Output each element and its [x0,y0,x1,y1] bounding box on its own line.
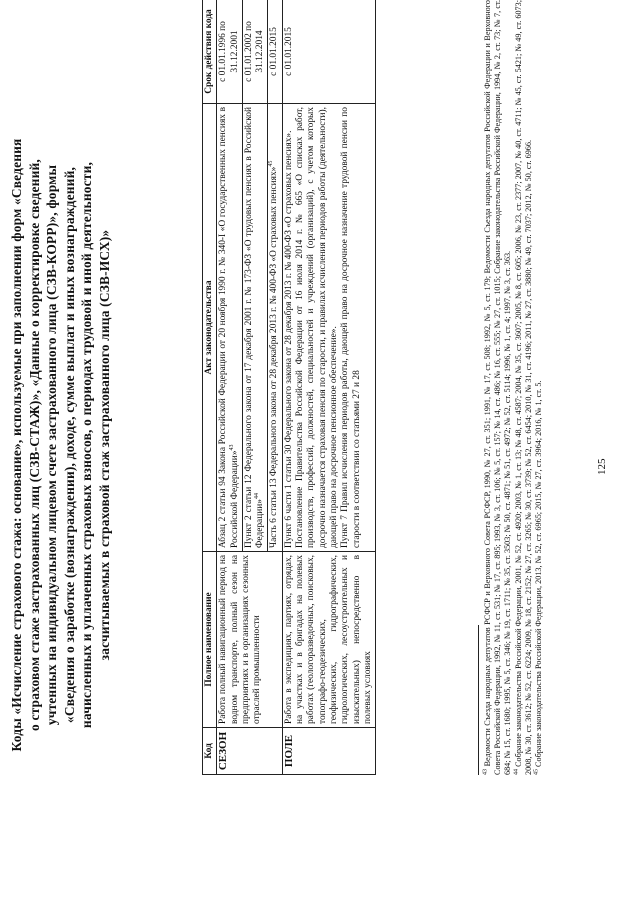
table-header-row [203,0,217,775]
footnotes [478,0,544,775]
act-text: Часть 6 статьи 13 Федерального закона от 28 декабря 2013 г. № 400-ФЗ «О страховых пенсиях» [269,166,280,548]
footnote-ref: 44 [254,493,261,500]
header-act: Акт законодательства [203,104,217,552]
footnote [534,0,544,775]
act-cell [217,104,243,552]
term-cell: с 01.01.2015 [268,0,282,104]
term-cell: с 01.01.2015 [282,0,375,104]
act-text: Абзац 2 статьи 94 Закона Российской Федерации от 20 ноября 1990 г. № 340-I «О государственных пенсиях в Российской Федерации» [218,107,240,548]
footnote-number: 43 [482,769,489,775]
name-cell: Работа полный навигационный период на водном транспорте, полный сезон на предприятиях и в организациях сезонных отраслей промышленности [217,552,282,728]
header-name: Полное наименование [203,552,217,728]
footnote [514,0,534,775]
footnote-divider [478,625,479,775]
act-text: Пункт 2 статьи 12 Федерального закона от 17 декабря 2001 г. № 173-ФЗ «О трудовых пенсиях в Российской Федерации» [243,107,266,548]
footnote-text: Собрание законодательства Российской Федерации, 2013, № 52, ст. 6965; 2015, № 27, ст. 3964; 2016, № 1, ст. 5. [534,380,544,767]
act-cell [282,104,375,552]
act-paragraph: Пункт 6 части 1 статьи 30 Федерального закона от 28 декабря 2013 г. № 400-ФЗ «О страховых пенсиях». [283,130,294,548]
footnote-ref: 45 [268,160,275,167]
title-line: Коды «Исчисление страхового стажа: основание», используемые при заполнении форм «Сведения [9,138,24,752]
header-term: Срок действия кода [203,0,217,104]
footnote-number: 44 [512,769,519,775]
footnote-text: Ведомости Съезда народных депутатов РСФСР и Верховного Совета РСФСР, 1990, № 27, ст. 351; 1991, № 17, ст. 508; 1992, № 5, ст. 179; Ведомости Съезда народных депутатов Российской Федерации и Верховного Совета Российской Федерации, 1992, № 11, ст. 531; № 17, ст. 895; 1993, № 3, ст. 106; № 5, ст. 157; № 14, ст. 486; № 16, ст. 555; № 27, ст. 1015; Собрание законодательства Российской Федерации, 1994, № 2, ст. 73; № 7, ст. 684; № 15, ст. 1680; 1995, № 5, ст. 346; № 19, ст. 1711; № 35, ст. 3503; № 50, ст. 4871; № 51, ст. 4972; № 52, ст. 5114; 1996, № 1, ст. 4; 1997, № 3, ст. 363. [483,0,513,775]
title-line: начисленных и уплаченных страховых взносов, о периодах трудовой и иной деятельности, [79,161,95,729]
title-line: «Сведения о заработке (вознаграждении), доходе, сумме выплат и иных вознаграждений, [61,166,77,724]
act-cell [242,104,268,552]
footnote-ref: 43 [228,444,235,451]
header-code: Код [203,728,217,775]
footnote [483,0,514,775]
document-title [8,35,114,855]
act-paragraph: Пункт 7 Правил исчисления периодов работы, дающей право на досрочное назначение трудовой пенсии по старости в соответствии со статьями 27 и 28 [340,107,362,548]
name-cell: Работа в экспедициях, партиях, отрядах, на участках и в бригадах на полевых работах (геологоразведочных, поисковых, топографо-геодезических, геофизических, гидрографических, гидрологических, лесоустроительных и изыскательных) непосредственно в полевых условиях [282,552,375,728]
table-row [217,0,243,775]
footnote-number: 45 [533,769,540,775]
page-number: 125 [596,458,608,475]
table-row [282,0,375,775]
code-cell: СЕЗОН [217,728,282,775]
act-paragraph: Постановление Правительства Российской Федерации от 16 июля 2014 г. № 665 «О списках работ, производств, профессий, должностей, специальностей и учреждений (организаций), с учетом которых досрочно назначается страховая пенсия по старости, и правилах исчисления периодов работы (деятельности), дающей право на досрочное пенсионное обеспечение». [295,107,339,548]
term-cell: с 01.01.2002 по 31.12.2014 [242,0,268,104]
title-line: учтенных на индивидуальном лицевом счете застрахованного лица (СЗВ-КОРР)», формы [44,164,60,726]
code-cell: ПОЛЕ [282,728,375,775]
title-line: засчитываемых в страховой стаж застрахованного лица (СЗВ-ИСХ)» [96,229,112,661]
codes-table [202,0,376,775]
act-cell [268,104,282,552]
title-line: о страховом стаже застрахованных лиц (СЗВ-СТАЖ)», «Данные о корректировке сведений, [26,159,42,731]
term-cell: с 01.01.1996 по 31.12.2001 [217,0,243,104]
footnote-text: Собрание законодательства Российской Федерации, 2001, № 52, ст. 4920; 2003, № 1, ст. 13; № 48, ст. 4587; 2004, № 35, ст. 3607; 2005, № 8, ст. 605; 2006, № 23, ст. 2377; 2007, № 40, ст. 4711; № 45, ст. 5421; № 49, ст. 6073; 2008, № 30, ст. 3612; № 52, ст. 6224; 2009, № 18, ст. 2152; № 27, ст. 3265; № 30, ст. 3739; № 52, ст. 6454; 2010, № 31, ст. 4196; 2011, № 27, ст. 3880; № 49, ст. 7037; 2012, № 50, ст. 6966. [513,0,533,775]
